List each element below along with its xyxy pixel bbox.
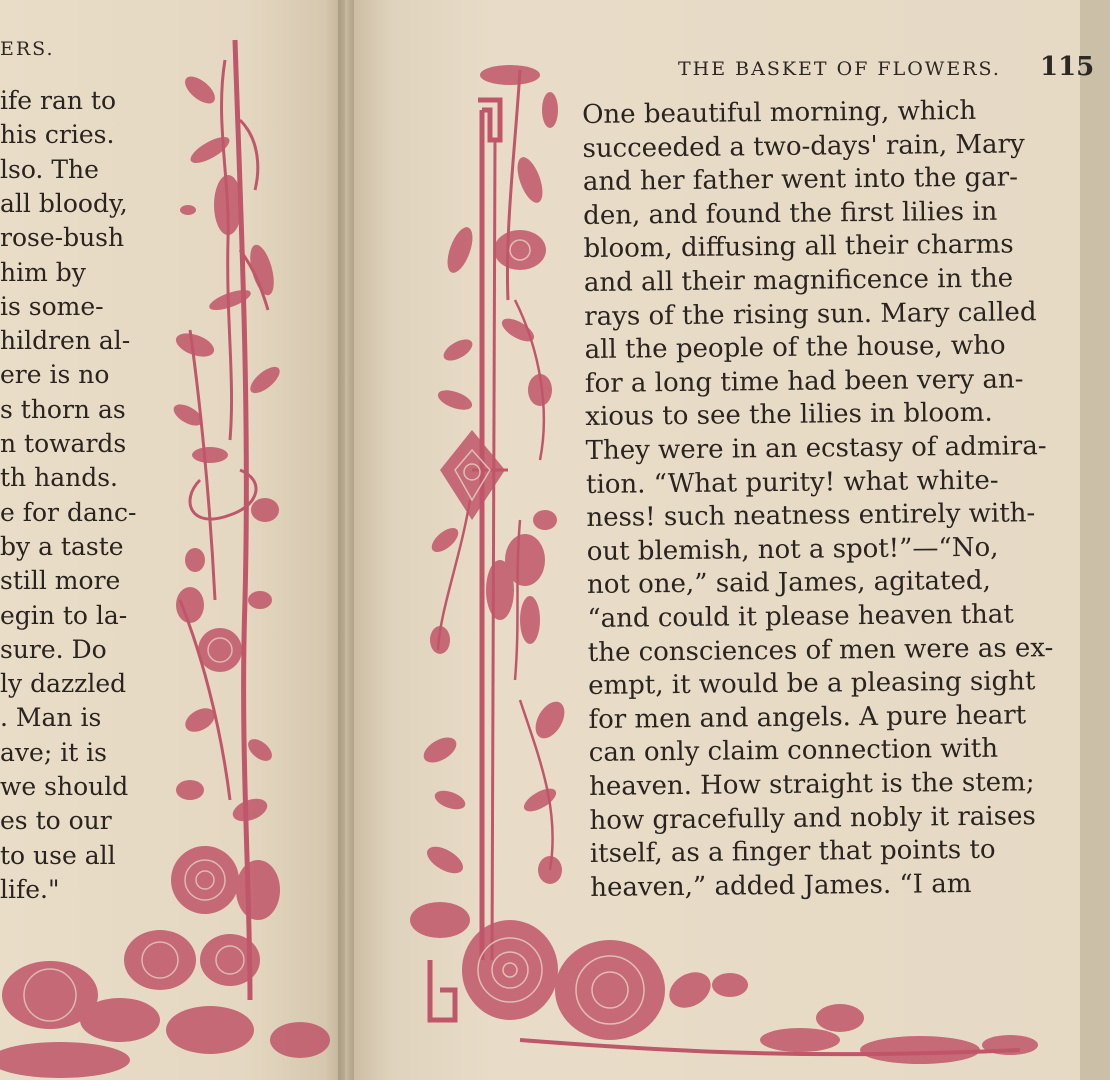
text-line: the consciences of men were as ex-: [587, 632, 1054, 668]
left-floral-border: [0, 0, 340, 1080]
text-line: lso. The: [0, 154, 99, 184]
text-line: to use all: [0, 840, 116, 870]
text-line: itself, as a finger that points to: [589, 834, 996, 870]
text-line: bloom, diffusing all their charms: [583, 229, 1014, 265]
left-running-head: ERS.: [0, 38, 55, 60]
text-line: One beautiful morning, which: [582, 95, 977, 130]
text-line: all bloody,: [0, 188, 128, 218]
text-line: ere is no: [0, 360, 110, 390]
text-line: hildren al-: [0, 326, 131, 356]
text-line: and her father went into the gar-: [582, 162, 1019, 198]
text-line: succeeded a two-days' rain, Mary: [582, 128, 1025, 164]
text-line: egin to la-: [0, 600, 128, 630]
text-line: not one,” said James, agitated,: [586, 566, 991, 601]
text-line: tion. “What purity! what white-: [585, 465, 999, 500]
text-line: den, and found the first lilies in: [583, 196, 998, 231]
text-line: . Man is: [0, 703, 102, 733]
text-line: xious to see the lilies in bloom.: [585, 398, 993, 433]
book-gutter: [338, 0, 354, 1080]
text-line: we should: [0, 772, 129, 801]
text-line: ness! such neatness entirely with-: [586, 498, 1036, 534]
text-line: for men and angels. A pure heart: [588, 700, 1027, 735]
text-line: can only claim connection with: [588, 734, 999, 769]
text-line: th hands.: [0, 463, 118, 493]
text-line: “and could it please heaven that: [587, 599, 1014, 634]
text-line: him by: [0, 257, 86, 287]
text-line: all the people of the house, who: [584, 330, 1006, 366]
right-running-head: THE BASKET OF FLOWERS.: [678, 58, 1001, 80]
text-line: rose-bush: [0, 223, 125, 253]
text-line: ly dazzled: [0, 669, 127, 699]
text-line: still more: [0, 566, 121, 596]
text-line: n towards: [0, 429, 127, 458]
page-number: 115: [1040, 52, 1095, 82]
text-line: life.": [0, 874, 60, 904]
text-line: rays of the rising sun. Mary called: [584, 296, 1037, 332]
text-line: es to our: [0, 806, 112, 836]
text-line: and all their magnificence in the: [583, 263, 1014, 298]
text-line: They were in an ecstasy of admira-: [585, 431, 1047, 466]
text-line: how gracefully and nobly it raises: [589, 800, 1036, 836]
text-line: for a long time had been very an-: [584, 364, 1024, 399]
text-line: s thorn as: [0, 394, 126, 424]
text-line: his cries.: [0, 120, 115, 150]
text-line: sure. Do: [0, 634, 107, 664]
text-line: out blemish, not a spot!”—“No,: [586, 532, 999, 567]
text-line: ife ran to: [0, 86, 116, 115]
text-line: heaven. How straight is the stem;: [589, 767, 1035, 802]
text-line: by a taste: [0, 531, 124, 561]
text-line: ave; it is: [0, 737, 108, 767]
text-line: heaven,” added James. “I am: [590, 868, 972, 903]
text-line: empt, it would be a pleasing sight: [587, 666, 1036, 702]
text-line: is some-: [0, 291, 104, 321]
text-line: e for danc-: [0, 497, 137, 527]
